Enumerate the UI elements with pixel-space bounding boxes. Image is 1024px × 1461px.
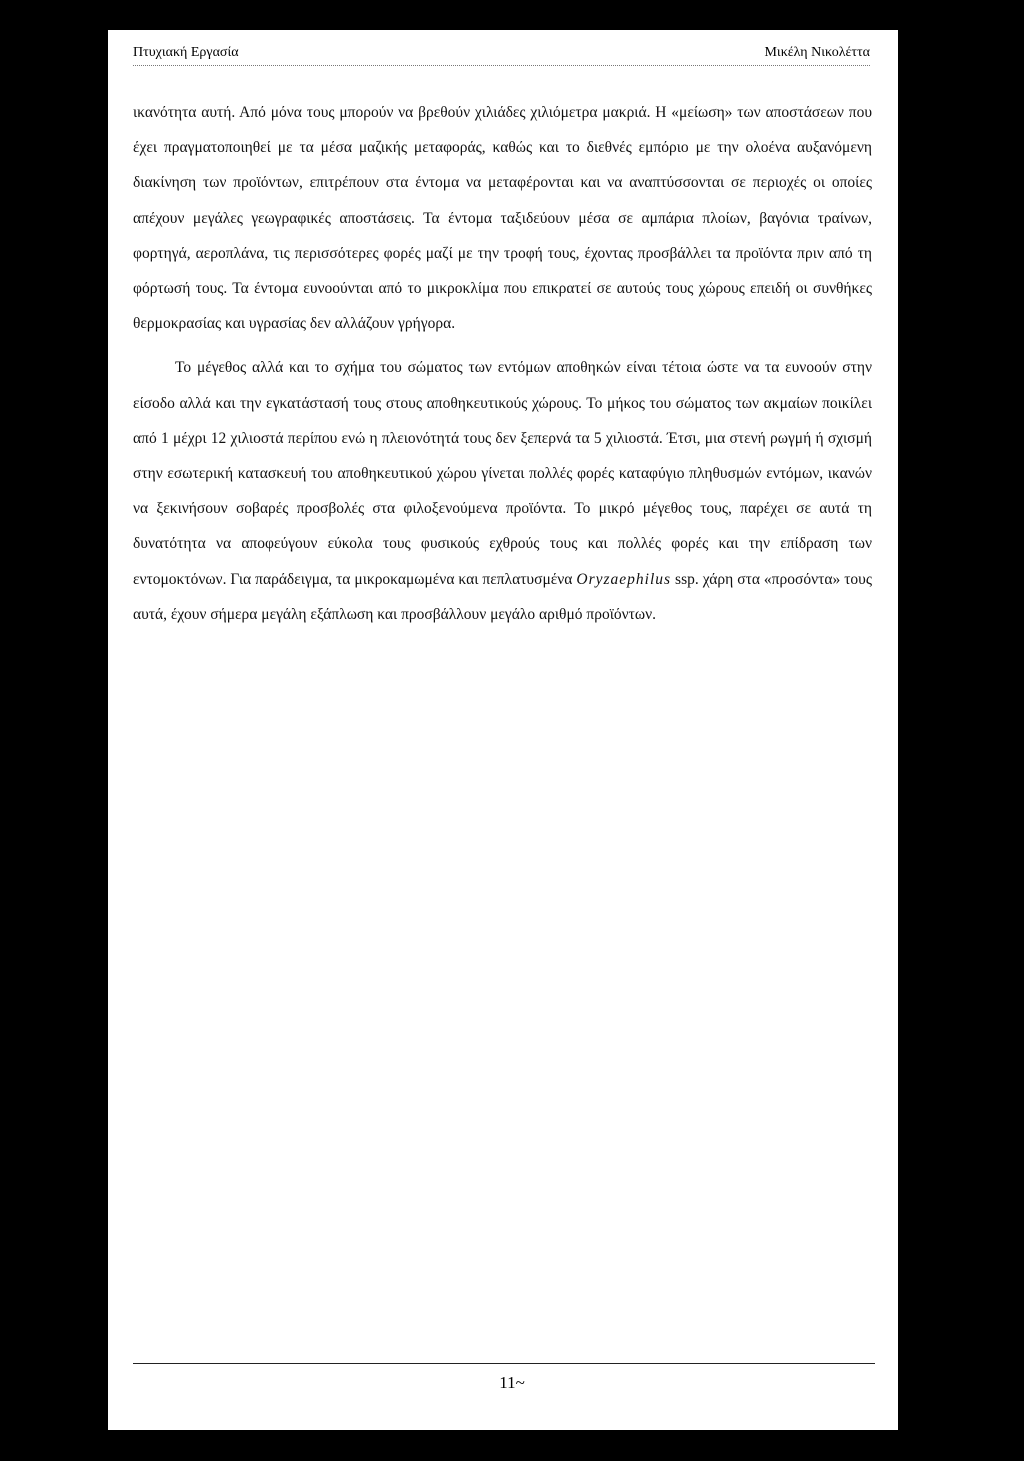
body-text bbox=[133, 95, 872, 632]
species-name: Oryzaephilus bbox=[576, 570, 672, 588]
paragraph-2-text-start: Το μέγεθος αλλά και το σχήμα του σώματος των εντόμων αποθηκών είναι τέτοια ώστε να τα ευνοούν στην είσοδο αλλά και την εγκατάστασή τους στους αποθηκευτικούς χώρους. Το μήκος του σώματος των ακμαίων ποικίλει από 1 μέχρι 12 χιλιοστά περίπου ενώ η πλειονότητά τους δεν ξεπερνά τα 5 χιλιοστά. Έτσι, μια στενή ρωγμή ή σχισμή στην εσωτερική κατασκευή του αποθηκευτικού χώρου γίνεται πολλές φορές καταφύγιο πληθυσμών εντόμων, ικανών να ξεκινήσουν σοβαρές προσβολές στα φιλοξενούμενα προϊόντα. Το μικρό μέγεθος τους, παρέχει σε αυτά τη δυνατότητα να αποφεύγουν εύκολα τους φυσικούς εχθρούς τους και πολλές φορές και την επίδραση των εντομοκτόνων. Για παράδειγμα, τα μικροκαμωμένα και πεπλατυσμένα bbox=[133, 359, 872, 588]
paragraph-2 bbox=[133, 350, 872, 632]
header-rule bbox=[133, 65, 870, 66]
page-number: 11~ bbox=[499, 1373, 525, 1392]
header-author: Μικέλη Νικολέττα bbox=[764, 45, 870, 60]
header-left-title: Πτυχιακή Εργασία bbox=[133, 45, 239, 60]
paragraph-1: ικανότητα αυτή. Από μόνα τους μπορούν να βρεθούν χιλιάδες χιλιόμετρα μακριά. Η «μείωση» των αποστάσεων που έχει πραγματοποιηθεί με τα μέσα μαζικής μεταφοράς, καθώς και το διεθνές εμπόριο με την ολοένα αυξανόμενη διακίνηση των προϊόντων, επιτρέπουν στα έντομα να μεταφέρονται και να αναπτύσσονται σε περιοχές οι οποίες απέχουν μεγάλες γεωγραφικές αποστάσεις. Τα έντομα ταξιδεύουν μέσα σε αμπάρια πλοίων, βαγόνια τραίνων, φορτηγά, αεροπλάνα, τις περισσότερες φορές μαζί με την τροφή τους, έχοντας προσβάλλει τα προϊόντα πριν από τη φόρτωσή τους. Τα έντομα ευνοούνται από το μικροκλίμα που επικρατεί σε αυτούς τους χώρους επειδή οι συνθήκες θερμοκρασίας και υγρασίας δεν αλλάζουν γρήγορα. bbox=[133, 104, 872, 333]
paragraph-2-text-end: ssp. χάρη στα «προσόντα» τους αυτά, έχουν σήμερα μεγάλη εξάπλωση και προσβάλλουν μεγάλο αριθμό προϊόντων. bbox=[133, 570, 872, 623]
footer-rule bbox=[133, 1363, 875, 1364]
page-header bbox=[133, 45, 870, 69]
